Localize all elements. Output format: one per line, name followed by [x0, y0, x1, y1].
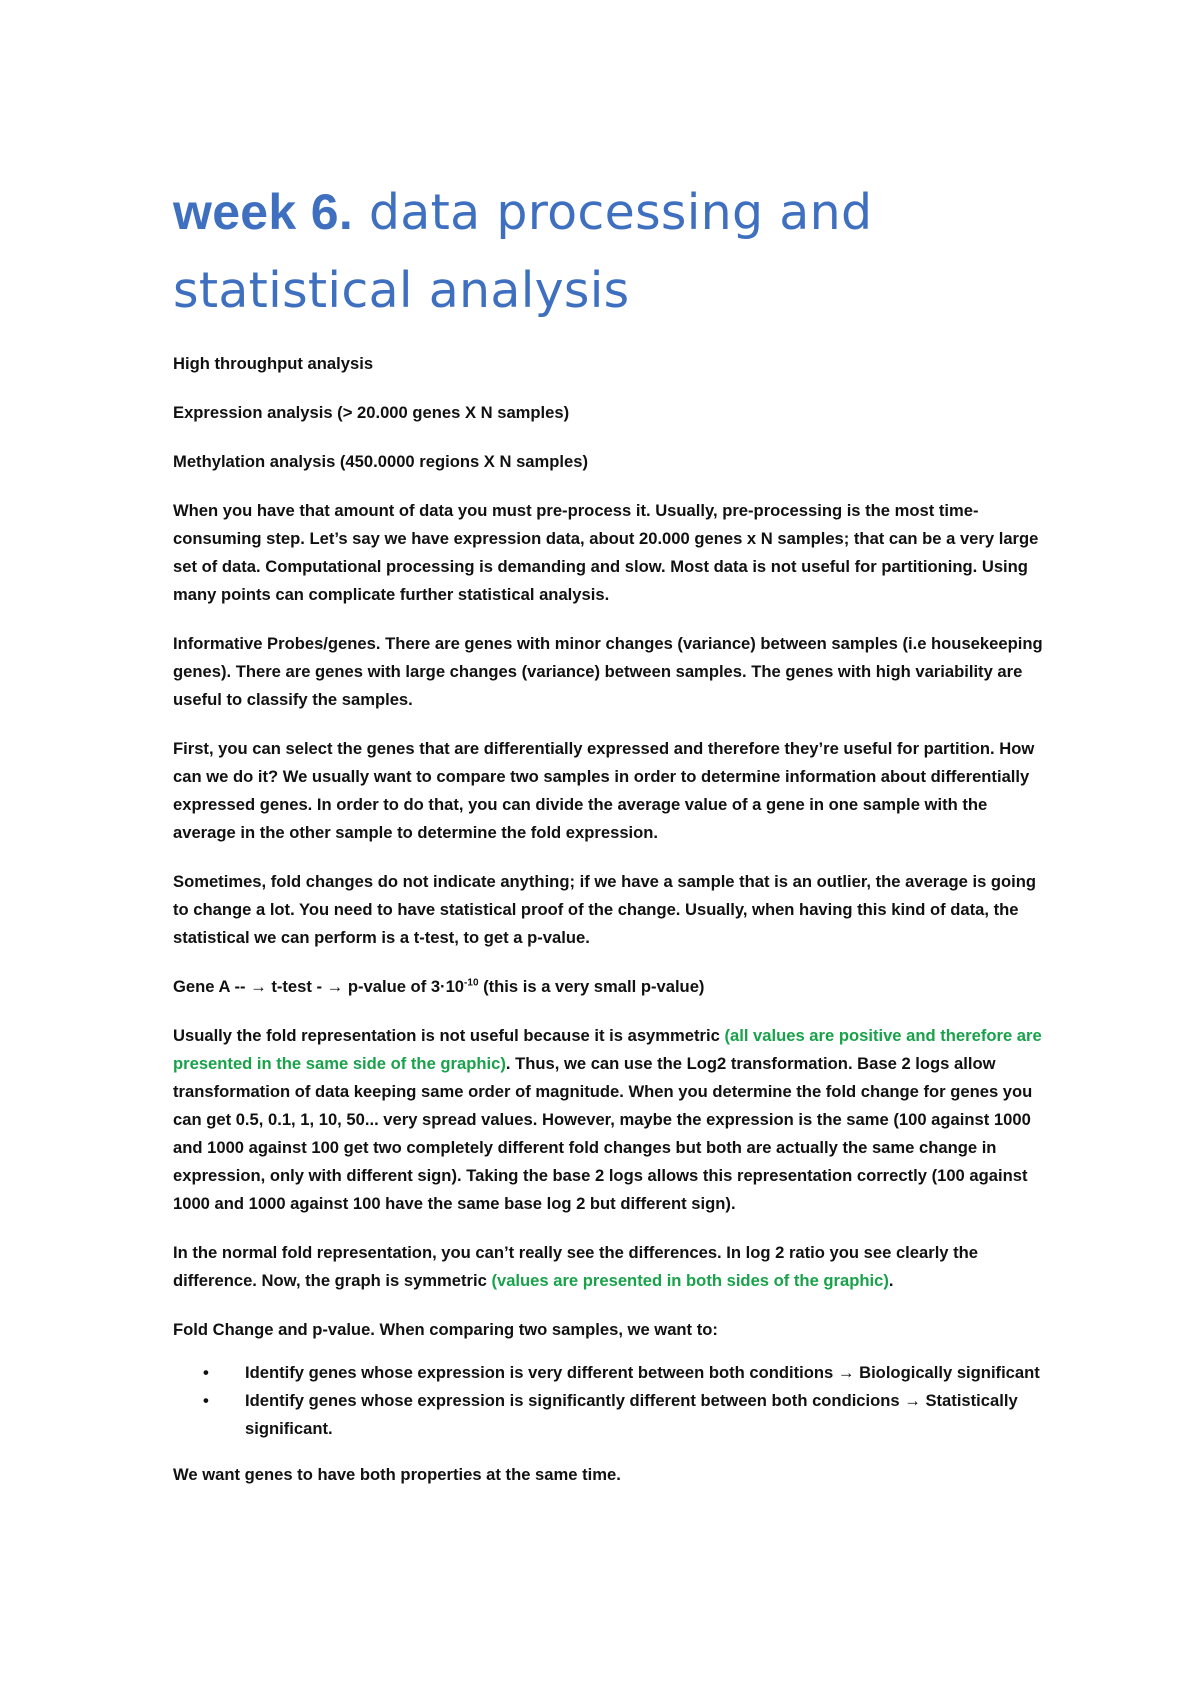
log2-text-b: . Thus, we can use the Log2 transformation. Base 2 logs allow transformation of data keeping same order of magnitude. When you determine the fold change for genes you can get 0.5, 0.1, 1, 10, 50... very spread values. However, maybe the expression is the same (100 against 1000 and 1000 against 100 get two completely different fold changes but both are actually the same change in expression, only with different sign). Taking the base 2 logs allows this representation correctly (100 against 1000 and 1000 against 100 have the same base log 2 but different sign). — [173, 1054, 1033, 1213]
document-body — [173, 350, 1043, 1510]
paragraph-log2 — [173, 1022, 1043, 1218]
title-topic: data processing and statistical analysis — [173, 183, 873, 319]
list-item — [203, 1387, 1043, 1443]
paragraph-gene-a — [173, 973, 1043, 1001]
paragraph-expression-analysis: Expression analysis (> 20.000 genes X N samples) — [173, 403, 570, 422]
paragraph-informative-probes: Informative Probes/genes. There are genes with minor changes (variance) between samples (i.e housekeeping genes). There are genes with large changes (variance) between samples. The genes with high variability are useful to classify the samples. — [173, 634, 1043, 709]
paragraph-fold-changes: Sometimes, fold changes do not indicate anything; if we have a sample that is an outlier, the average is going to change a lot. You need to have statistical proof of the change. Usually, when having this kind of data, the statistical we can perform is a t-test, to get a p-value. — [173, 872, 1037, 947]
ratio-text-b: . — [888, 1271, 894, 1290]
ratio-text-a: In the normal fold representation, you can’t really see the differences. In log 2 ratio you see clearly the difference. Now, the graph is symmetric — [173, 1243, 979, 1290]
paragraph-conclusion: We want genes to have both properties at the same time. — [173, 1465, 621, 1484]
paragraph-log2-ratio — [173, 1239, 1043, 1295]
ratio-highlight: (values are presented in both sides of the graphic) — [491, 1271, 889, 1290]
paragraph-differential-expression: First, you can select the genes that are differentially expressed and therefore they’re useful for partition. How can we do it? We usually want to compare two samples in order to determine information about differentially expressed genes. In order to do that, you can divide the average value of a gene in one sample with the average in the other sample to determine the fold expression. — [173, 739, 1035, 842]
list-item — [203, 1359, 1043, 1387]
list-item-text: Identify genes whose expression is very different between both conditions → Biologically significant — [245, 1363, 1040, 1382]
bullet-list — [173, 1359, 1043, 1443]
gene-a-text: Gene A -- → t-test - → p-value of 3·10 — [173, 977, 465, 996]
paragraph-fold-change-pvalue: Fold Change and p-value. When comparing two samples, we want to: — [173, 1320, 718, 1339]
paragraph-preprocess: When you have that amount of data you must pre-process it. Usually, pre-processing is the most time-consuming step. Let’s say we have expression data, about 20.000 genes x N samples; that can be a very large set of data. Computational processing is demanding and slow. Most data is not useful for partitioning. Using many points can complicate further statistical analysis. — [173, 501, 1039, 604]
bullet-icon: • — [203, 1363, 209, 1382]
page-title — [173, 173, 1053, 330]
paragraph-high-throughput: High throughput analysis — [173, 354, 374, 373]
bullet-icon: • — [203, 1391, 209, 1410]
paragraph-methylation-analysis: Methylation analysis (450.0000 regions X N samples) — [173, 452, 589, 471]
log2-text-a: Usually the fold representation is not useful because it is asymmetric — [173, 1026, 725, 1045]
list-item-text: Identify genes whose expression is significantly different between both condicions → Statistically significant. — [245, 1391, 1018, 1438]
log2-highlight: (all values are positive and therefore are presented in the same side of the graphic) — [173, 1026, 1042, 1073]
title-week: week 6. — [173, 183, 354, 240]
gene-a-exponent: -10 — [464, 977, 479, 989]
gene-a-note: (this is a very small p-value) — [478, 977, 705, 996]
